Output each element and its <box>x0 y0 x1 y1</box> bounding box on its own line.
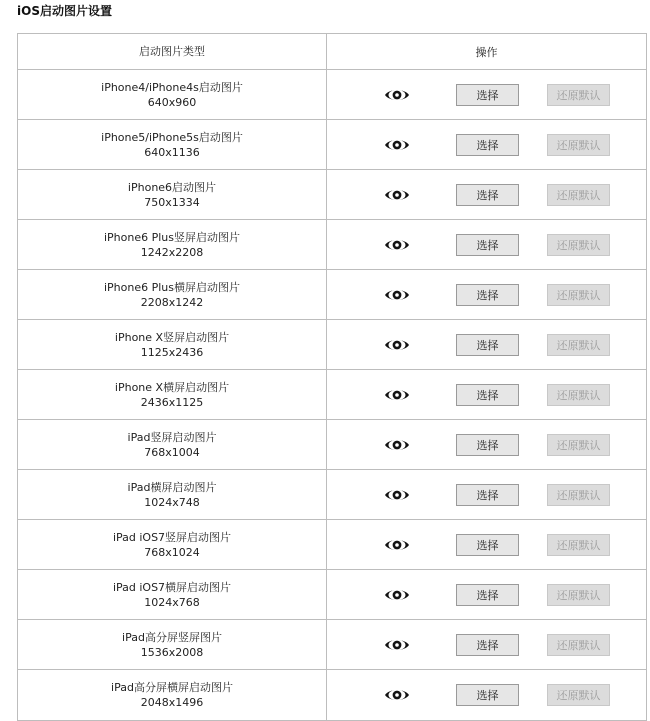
image-type-name: iPhone6 Plus竖屏启动图片 <box>103 230 241 244</box>
row-type-cell <box>18 420 327 469</box>
image-type-name: iPad横屏启动图片 <box>127 480 217 494</box>
row-type-cell <box>18 670 327 720</box>
image-size: 2208x1242 <box>140 295 204 309</box>
image-size: 640x960 <box>147 95 197 109</box>
row-type-cell <box>18 370 327 419</box>
eye-icon[interactable] <box>384 387 410 403</box>
row-type-cell <box>18 620 327 669</box>
image-type-name: iPhone4/iPhone4s启动图片 <box>101 80 243 94</box>
image-size: 2436x1125 <box>140 395 204 409</box>
header-type: 启动图片类型 <box>18 34 327 69</box>
row-ops-cell <box>327 620 646 669</box>
eye-icon[interactable] <box>384 537 410 553</box>
row-ops-cell <box>327 270 646 319</box>
eye-icon[interactable] <box>384 587 410 603</box>
row-type-cell <box>18 120 327 169</box>
image-type-name: iPhone5/iPhone5s启动图片 <box>101 130 243 144</box>
image-size: 2048x1496 <box>140 696 204 709</box>
header-ops: 操作 <box>475 45 498 59</box>
select-button[interactable]: 选择 <box>456 634 519 656</box>
image-type-name: iPhone X竖屏启动图片 <box>114 330 230 344</box>
select-button[interactable]: 选择 <box>456 284 519 306</box>
table-row <box>18 270 646 320</box>
table-row <box>18 170 646 220</box>
image-type-name: iPad iOS7横屏启动图片 <box>112 580 232 594</box>
eye-icon[interactable] <box>384 87 410 103</box>
select-button[interactable]: 选择 <box>456 134 519 156</box>
select-button[interactable]: 选择 <box>456 384 519 406</box>
restore-default-button[interactable]: 还原默认 <box>547 134 610 156</box>
eye-icon[interactable] <box>384 337 410 353</box>
row-ops-cell <box>327 520 646 569</box>
image-size: 1125x2436 <box>140 345 204 359</box>
image-size: 768x1024 <box>144 545 200 559</box>
table-row <box>18 320 646 370</box>
table-header <box>18 34 646 70</box>
row-type-cell <box>18 70 327 119</box>
eye-icon[interactable] <box>384 237 410 253</box>
row-ops-cell <box>327 120 646 169</box>
row-ops-cell <box>327 370 646 419</box>
table-row <box>18 220 646 270</box>
image-size: 768x1004 <box>144 445 200 459</box>
image-size: 1242x2208 <box>140 245 204 259</box>
restore-default-button[interactable]: 还原默认 <box>547 184 610 206</box>
page-title: iOS启动图片设置 <box>17 4 112 18</box>
restore-default-button[interactable]: 还原默认 <box>547 684 610 706</box>
row-ops-cell <box>327 70 646 119</box>
select-button[interactable]: 选择 <box>456 684 519 706</box>
row-type-cell <box>18 170 327 219</box>
select-button[interactable]: 选择 <box>456 434 519 456</box>
eye-icon[interactable] <box>384 637 410 653</box>
row-type-cell <box>18 270 327 319</box>
select-button[interactable]: 选择 <box>456 584 519 606</box>
row-type-cell <box>18 470 327 519</box>
select-button[interactable]: 选择 <box>456 84 519 106</box>
select-button[interactable]: 选择 <box>456 534 519 556</box>
image-size: 1536x2008 <box>140 645 204 659</box>
row-ops-cell <box>327 570 646 619</box>
eye-icon[interactable] <box>384 187 410 203</box>
row-ops-cell <box>327 670 646 720</box>
table-row <box>18 470 646 520</box>
table-row <box>18 520 646 570</box>
eye-icon[interactable] <box>384 437 410 453</box>
image-type-name: iPhone6 Plus横屏启动图片 <box>103 280 241 294</box>
row-ops-cell <box>327 220 646 269</box>
image-size: 750x1334 <box>144 195 200 209</box>
image-type-name: iPad高分屏竖屏图片 <box>122 630 222 644</box>
row-ops-cell <box>327 320 646 369</box>
restore-default-button[interactable]: 还原默认 <box>547 434 610 456</box>
launch-image-table <box>17 33 647 721</box>
image-type-name: iPhone6启动图片 <box>127 180 217 194</box>
select-button[interactable]: 选择 <box>456 184 519 206</box>
restore-default-button[interactable]: 还原默认 <box>547 84 610 106</box>
eye-icon[interactable] <box>384 137 410 153</box>
image-size: 1024x768 <box>144 595 200 609</box>
restore-default-button[interactable]: 还原默认 <box>547 484 610 506</box>
image-type-name: iPad高分屏横屏启动图片 <box>111 681 233 694</box>
restore-default-button[interactable]: 还原默认 <box>547 584 610 606</box>
row-ops-cell <box>327 170 646 219</box>
eye-icon[interactable] <box>384 487 410 503</box>
table-row <box>18 370 646 420</box>
select-button[interactable]: 选择 <box>456 484 519 506</box>
row-ops-cell <box>327 470 646 519</box>
table-row <box>18 420 646 470</box>
eye-icon[interactable] <box>384 287 410 303</box>
eye-icon[interactable] <box>384 687 410 703</box>
restore-default-button[interactable]: 还原默认 <box>547 534 610 556</box>
row-type-cell <box>18 320 327 369</box>
table-row <box>18 570 646 620</box>
row-type-cell <box>18 570 327 619</box>
image-type-name: iPhone X横屏启动图片 <box>114 380 230 394</box>
row-type-cell <box>18 220 327 269</box>
image-size: 640x1136 <box>144 145 200 159</box>
table-body <box>18 70 646 720</box>
row-ops-cell <box>327 420 646 469</box>
row-type-cell <box>18 520 327 569</box>
image-size: 1024x748 <box>144 495 200 509</box>
table-row <box>18 620 646 670</box>
restore-default-button[interactable]: 还原默认 <box>547 284 610 306</box>
restore-default-button[interactable]: 还原默认 <box>547 384 610 406</box>
restore-default-button[interactable]: 还原默认 <box>547 634 610 656</box>
image-type-name: iPad竖屏启动图片 <box>127 430 217 444</box>
restore-default-button[interactable]: 还原默认 <box>547 234 610 256</box>
restore-default-button[interactable]: 还原默认 <box>547 334 610 356</box>
table-row <box>18 670 646 720</box>
select-button[interactable]: 选择 <box>456 334 519 356</box>
image-type-name: iPad iOS7竖屏启动图片 <box>112 530 232 544</box>
table-row <box>18 120 646 170</box>
table-row <box>18 70 646 120</box>
select-button[interactable]: 选择 <box>456 234 519 256</box>
